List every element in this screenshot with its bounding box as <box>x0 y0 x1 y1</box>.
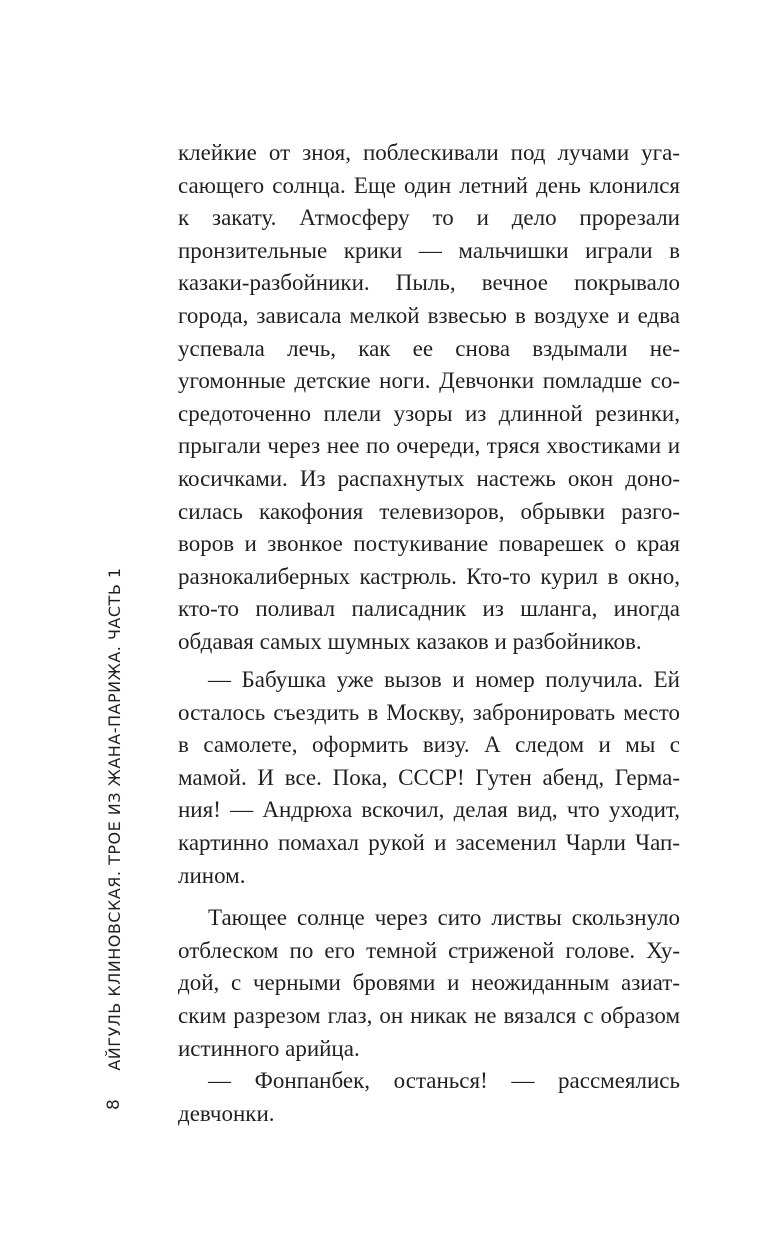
paragraph: Тающее солнце через сито листвы скользнуло отблеском по его темной стриженой голове. Худой, с черными бровями и неожиданным азиатским разрезом глаз, он никак не вязался с образом истинного арийца. <box>178 905 680 1061</box>
text-block-bottom <box>178 664 680 1130</box>
page-number: 8 <box>104 1098 124 1110</box>
paragraph: клейкие от зноя, поблескивали под лучами угасающего солнца. Еще один летний день клонился к закату. Атмосферу то и дело прорезали пронзительные крики — мальчишки играли в казаки-разбойники. Пыль, вечное покрывало города, зависала мелкой взвесью в воздухе и едва успевала лечь, как ее снова вздымали неугомонные детские ноги. Девчонки помладше сосредоточенно плели узоры из длинной резинки, прыгали через нее по очереди, тряся хвостиками и косичками. Из распахнутых настежь окон доносилась какофония телевизоров, обрывки разговоров и звонкое постукивание поварешек о края разнокалиберных кастрюль. Кто-то курил в окно, кто-то поливал палисадник из шланга, иногда обдавая самых шумных казаков и разбойников. <box>178 140 680 654</box>
text-block-top <box>178 137 680 659</box>
running-head-title: АЙГУЛЬ КЛИНОВСКАЯ. ТРОЕ ИЗ ЖАНА-ПАРИЖА. ЧАСТЬ 1 <box>104 567 124 1071</box>
dialogue-paragraph: — Бабушка уже вызов и номер получила. Ей осталось съездить в Москву, забронировать место в самолете, оформить визу. А следом и мы с мамой. И все. Пока, СССР! Гутен абенд, Германия! — Андрюха вскочил, делая вид, что уходит, картинно помахал рукой и засеменил Чарли Чаплином. <box>178 667 680 888</box>
running-head-vertical <box>104 567 124 1110</box>
dialogue-paragraph: — Фонпанбек, останься! — рассмеялись девчонки. <box>178 1068 680 1126</box>
